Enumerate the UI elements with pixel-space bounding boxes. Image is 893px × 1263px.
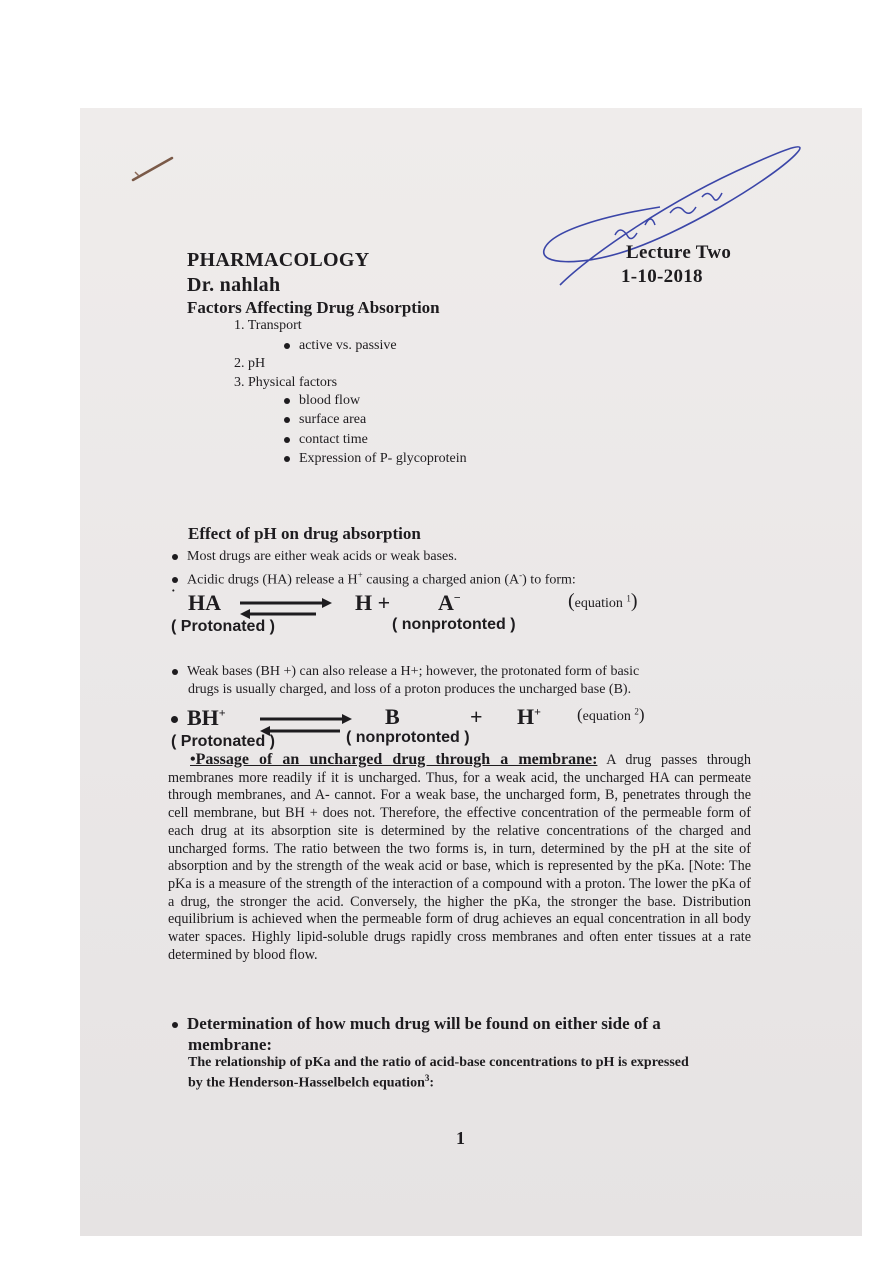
- bullet-acidic-drugs: Acidic drugs (HA) release a H+ causing a charged anion (A-) to form:: [172, 570, 576, 589]
- eq2-label: (equation $^2$): [577, 705, 645, 724]
- bullet-weak-bases-cont: drugs is usually charged, and loss of a proton produces the uncharged base (B).: [188, 682, 632, 697]
- list-item: blood flow: [284, 393, 360, 409]
- lecture-date: 1-10-2018: [621, 266, 703, 287]
- list-item: active vs. passive: [284, 338, 397, 354]
- doctor-name: Dr. nahlah: [187, 274, 281, 296]
- bullet-dot: ˙: [171, 588, 176, 603]
- eq1-left: HA: [188, 590, 221, 615]
- list-item: Expression of P- glycoprotein: [284, 451, 467, 467]
- section-title-ph: Effect of pH on drug absorption: [188, 524, 421, 543]
- list-item: 1. Transport: [234, 318, 302, 333]
- lecture-number: Lecture Two: [626, 242, 732, 263]
- pen-mark: [125, 150, 185, 190]
- determination-heading-cont: membrane:: [188, 1035, 273, 1054]
- eq1-middle: H +: [355, 590, 391, 615]
- determination-text-cont: by the Henderson-Hasselbelch equation$^3$:: [188, 1073, 435, 1091]
- determination-heading: Determination of how much drug will be found on either side of a: [172, 1014, 661, 1034]
- determination-text: The relationship of pKa and the ratio of acid-base concentrations to pH is expressed: [188, 1055, 689, 1070]
- eq2-plus: +: [470, 704, 483, 729]
- passage-heading: •Passage of an uncharged drug through a membrane:: [190, 751, 598, 768]
- passage-paragraph: [168, 751, 751, 964]
- equilibrium-arrows-1: [238, 596, 334, 620]
- eq1-nonprotonated-label: ( nonprotonted ): [392, 616, 516, 633]
- eq2-right: H+: [517, 704, 541, 729]
- section-title-factors: Factors Affecting Drug Absorption: [187, 298, 440, 317]
- bullet-weak-acids: Most drugs are either weak acids or weak bases.: [172, 549, 457, 565]
- eq2-protonated-label: ( Protonated ): [171, 733, 275, 750]
- bullet-weak-bases: Weak bases (BH +) can also release a H+; however, the protonated form of basic: [172, 664, 639, 680]
- passage-text: A drug passes through membranes more readily if it is uncharged. Thus, for a weak acid, the uncharged HA can permeate through membranes, and A- cannot. For a weak base, the uncharged form, B, penetrates through the cell membrane, but BH + does not. Therefore, the effective concentration of the permeable form of each drug at its absorption site is determined by the relative concentrations of the charged and uncharged forms. The ratio between the two forms is, in turn, determined by the pH at the site of absorption and by the strength of the weak acid or base, which is represented by the pKa. [Note: The pKa is a measure of the strength of the interaction of a compound with a proton. The lower the pKa of a drug, the stronger the acid. Conversely, the higher the pKa, the stronger the base. Distribution equilibrium is achieved when the permeable form of drug achieves an equal concentration in all body water spaces. Highly lipid-soluble drugs rapidly cross membranes and often enter tissues at a rate determined by blood flow.: [168, 752, 751, 963]
- course-title: PHARMACOLOGY: [187, 249, 370, 271]
- page-number: 1: [456, 1128, 465, 1148]
- list-item: contact time: [284, 432, 368, 448]
- eq1-label: (equation $^1$): [568, 590, 638, 612]
- list-item: 2. pH: [234, 356, 266, 371]
- eq2-left: BH+: [171, 705, 226, 731]
- eq2-middle: B: [385, 704, 400, 729]
- eq1-right: A−: [438, 590, 461, 615]
- eq1-protonated-label: ( Protonated ): [171, 618, 275, 635]
- list-item: 3. Physical factors: [234, 375, 338, 390]
- list-item: surface area: [284, 412, 366, 428]
- eq2-nonprotonated-label: ( nonprotonted ): [346, 729, 470, 746]
